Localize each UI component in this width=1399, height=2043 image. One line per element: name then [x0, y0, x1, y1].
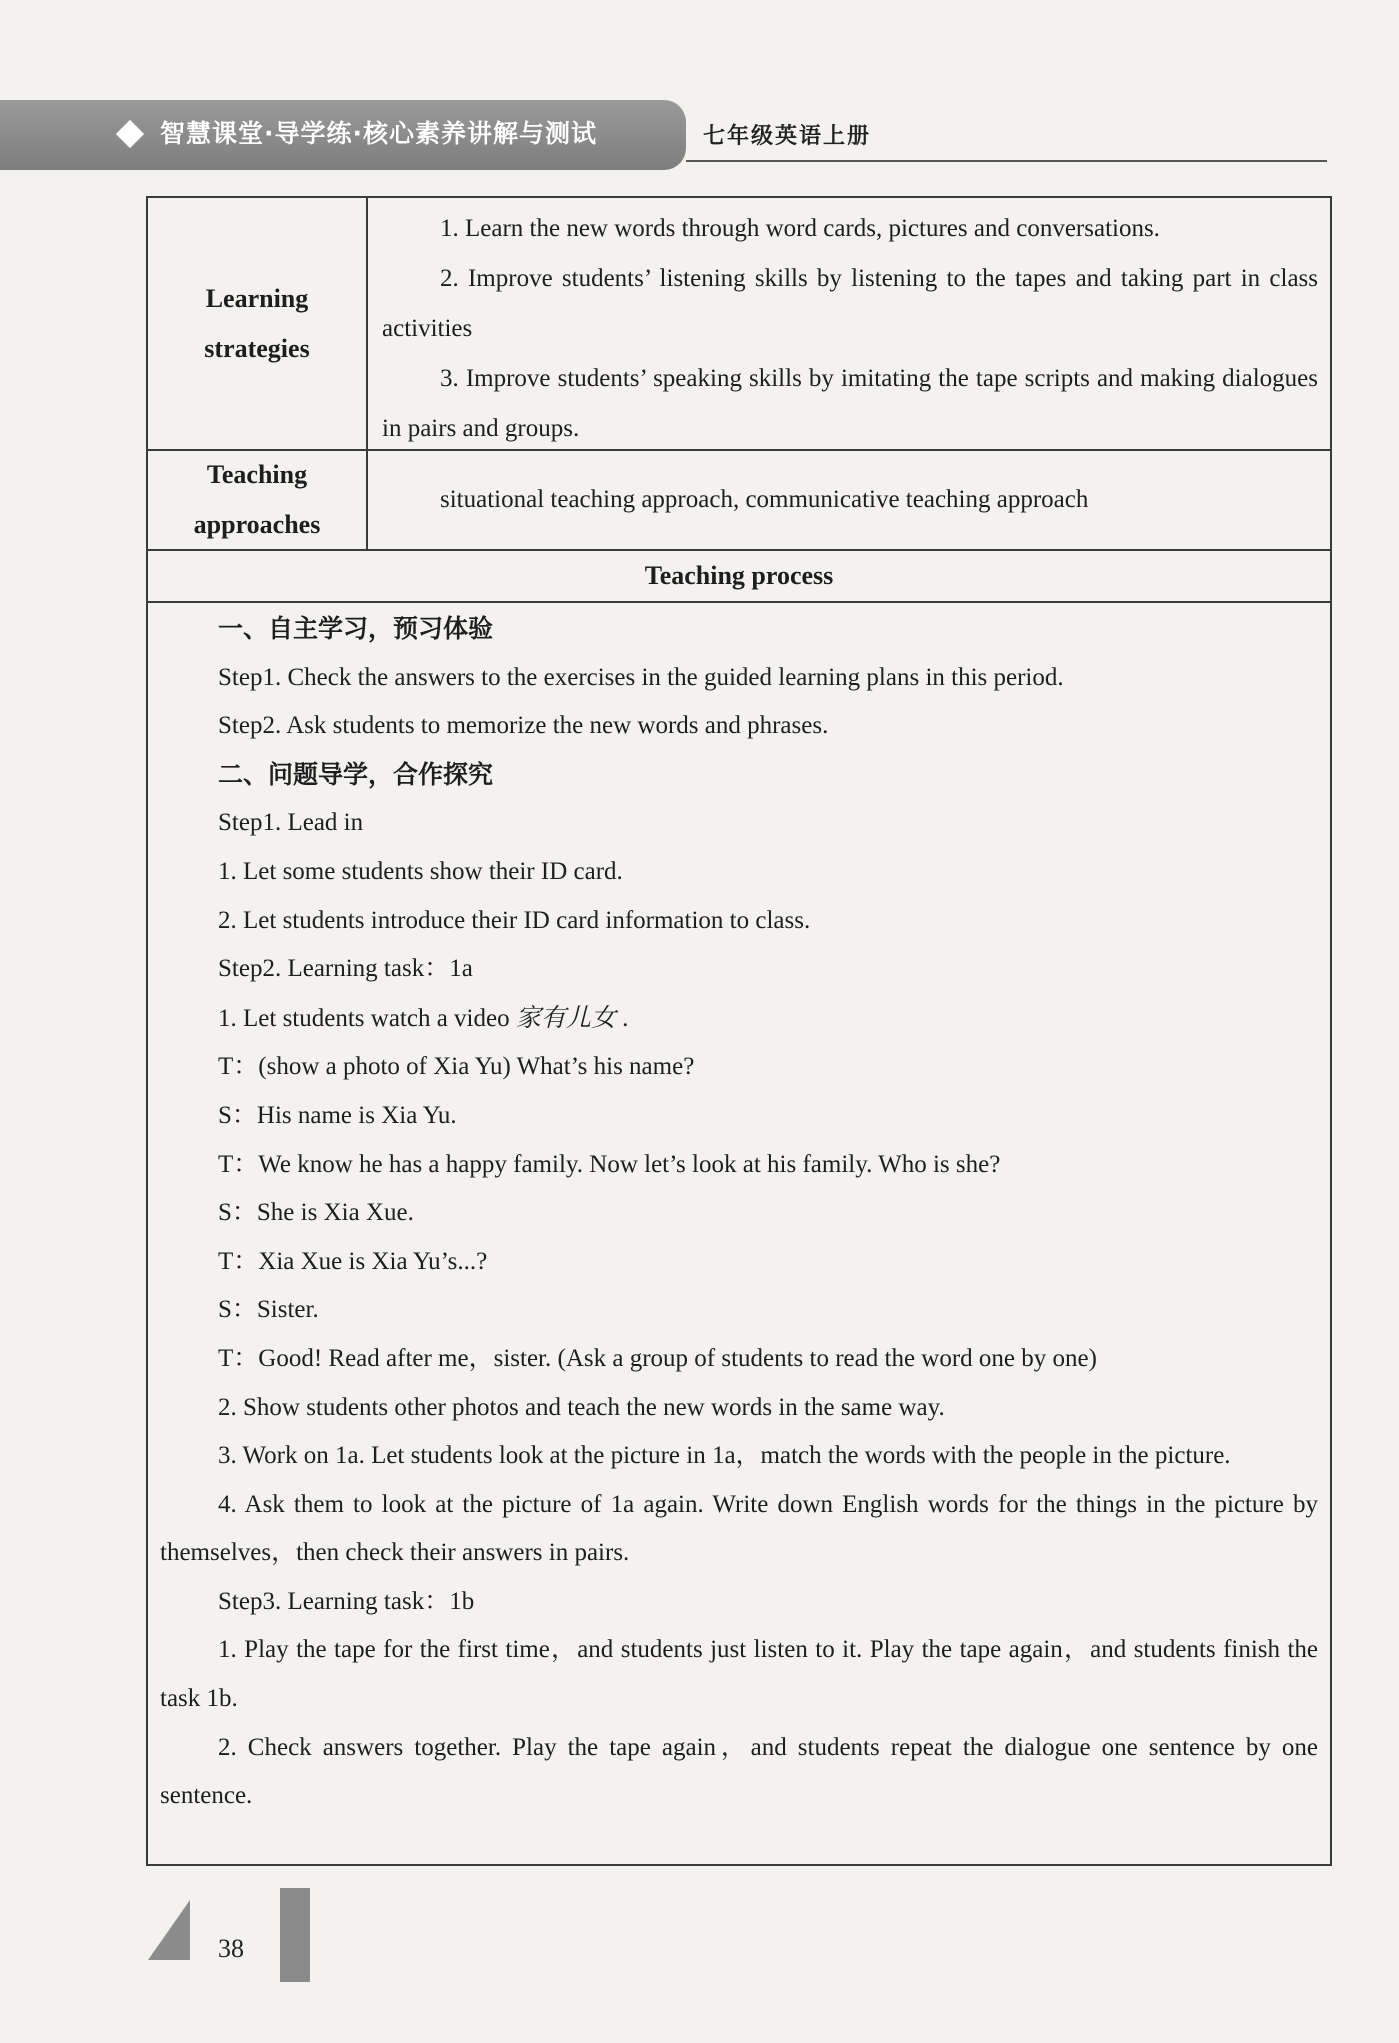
label-line: Teaching	[206, 460, 308, 489]
process-line: 1. Play the tape for the first time，and students just listen to it. Play the tape again，and students finish the task 1b.	[160, 1636, 1318, 1713]
teaching-approaches-label	[148, 451, 368, 549]
book-series-title: 智慧课堂·导学练·核心素养讲解与测试	[160, 119, 597, 148]
lesson-plan-table	[146, 196, 1332, 1866]
process-line: Step3. Learning task：1b	[218, 1587, 475, 1615]
process-line: Step2. Learning task：1a	[218, 955, 473, 983]
strategy-item: 3. Improve students’ speaking skills by imitating the tape scripts and making dialogues in pairs and groups.	[382, 365, 1318, 442]
process-line: 2. Let students introduce their ID card information to class.	[218, 906, 811, 934]
teaching-approaches-text: situational teaching approach, communicative teaching approach	[440, 486, 1089, 513]
learning-strategies-row	[148, 198, 1330, 451]
video-instruction: 1. Let students watch a video	[218, 1004, 516, 1032]
label-line: approaches	[193, 510, 321, 539]
dialogue-line: T：Xia Xue is Xia Yu’s...?	[218, 1247, 488, 1275]
process-line: Step2. Ask students to memorize the new words and phrases.	[218, 712, 829, 740]
learning-strategies-content	[370, 198, 1330, 449]
strategy-item: 2. Improve students’ listening skills by listening to the tapes and taking part in class activities	[382, 265, 1318, 342]
process-line: Step1. Lead in	[218, 809, 364, 837]
learning-strategies-label	[148, 198, 368, 449]
process-line: 3. Work on 1a. Let students look at the picture in 1a，match the words with the people in the picture.	[218, 1442, 1231, 1470]
label-line: strategies	[204, 333, 310, 363]
dialogue-line: T：(show a photo of Xia Yu) What’s his name?	[218, 1053, 695, 1081]
process-line: 1. Let some students show their ID card.	[218, 857, 623, 885]
process-line: 4. Ask them to look at the picture of 1a again. Write down English words for the things in the picture by themselves，then check their answers in pairs.	[160, 1490, 1318, 1567]
process-line: 2. Show students other photos and teach the new words in the same way.	[218, 1393, 945, 1421]
dialogue-line: T：Good! Read after me，sister. (Ask a group of students to read the word one by one)	[218, 1344, 1097, 1372]
teaching-process-title: Teaching process	[148, 551, 1330, 603]
dialogue-line: S：Sister.	[218, 1296, 319, 1324]
dialogue-line: S：His name is Xia Yu.	[218, 1101, 457, 1129]
page-corner-triangle	[148, 1900, 190, 1960]
section-heading: 一、自主学习，预习体验	[218, 614, 494, 643]
teaching-process-body	[148, 603, 1330, 1821]
teaching-approaches-row	[148, 451, 1330, 551]
page-corner-bar	[280, 1888, 310, 1982]
dialogue-line: T：We know he has a happy family. Now let’s look at his family. Who is she?	[218, 1150, 1001, 1178]
process-line: Step1. Check the answers to the exercises in the guided learning plans in this period.	[218, 663, 1064, 691]
page-number: 38	[218, 1934, 244, 1963]
label-line: Learning	[205, 283, 309, 313]
video-suffix: .	[615, 1004, 629, 1032]
strategy-item: 1. Learn the new words through word cards, pictures and conversations.	[440, 215, 1160, 242]
dialogue-line: S：She is Xia Xue.	[218, 1199, 414, 1227]
process-line-video	[160, 994, 1318, 1044]
process-line: 2. Check answers together. Play the tape again，and students repeat the dialogue one sentence by one sentence.	[160, 1733, 1318, 1810]
video-title: 家有儿女	[515, 1002, 616, 1032]
book-subtitle: 七年级英语上册	[703, 123, 872, 149]
section-heading: 二、问题导学，合作探究	[218, 759, 494, 789]
header-rule	[686, 160, 1327, 162]
